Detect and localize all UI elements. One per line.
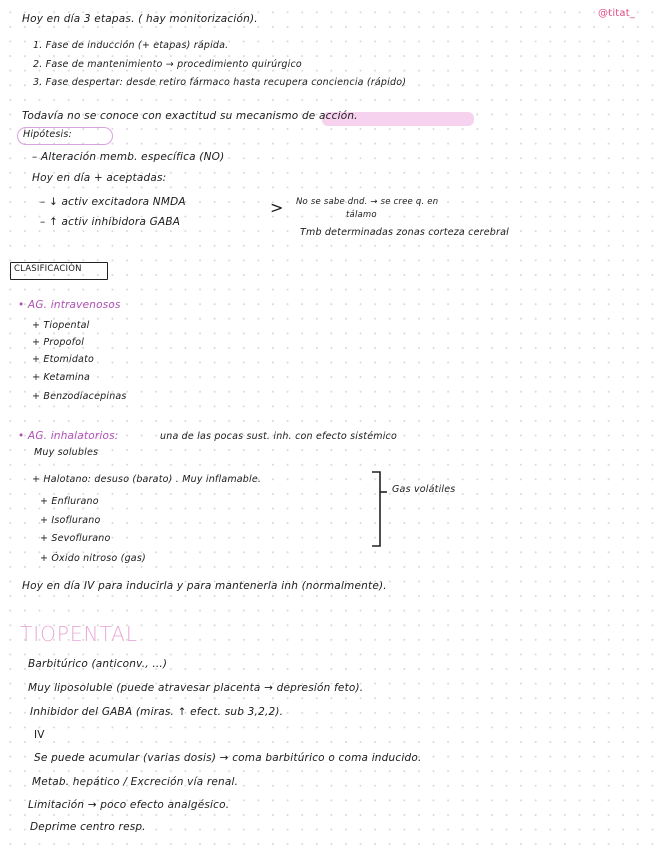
inh-item-3: + Isoflurano — [40, 515, 101, 526]
iv-item-5: + Benzodiacepinas — [32, 391, 127, 402]
inh-item-2: + Enflurano — [40, 496, 99, 507]
clasificacion-title: CLASIFICACIÓN — [14, 264, 82, 274]
side-note-1: No se sabe dnd. → se cree q. en — [296, 197, 439, 207]
tiopental-line-8: Deprime centro resp. — [30, 821, 146, 833]
tiopental-line-6: Metab. hepático / Excreción vía renal. — [32, 776, 239, 788]
tiopental-line-4: IV — [34, 729, 45, 741]
hipotesis-line-2: Hoy en día + aceptadas: — [32, 172, 167, 184]
tiopental-line-1: Barbitúrico (anticonv., ...) — [28, 658, 168, 670]
side-note-2: Tmb determinadas zonas corteza cerebral — [300, 227, 509, 238]
hipotesis-line-4: – ↑ activ inhibidora GABA — [40, 216, 181, 228]
hipotesis-line-3: – ↓ activ excitadora NMDA — [40, 196, 186, 208]
intro-line: Hoy en día 3 etapas. ( hay monitorización). — [22, 13, 258, 25]
stage-item-2: 2. Fase de mantenimiento → procedimiento quirúrgico — [33, 59, 302, 70]
stage-item-3: 3. Fase despertar: desde retiro fármaco hasta recupera conciencia (rápido) — [33, 77, 407, 88]
iv-item-4: + Ketamina — [32, 372, 90, 383]
gas-label: Gas volátiles — [392, 484, 456, 495]
inh-desc: una de las pocas sust. inh. con efecto sistémico — [160, 431, 397, 442]
inh-item-1: + Halotano: desuso (barato) . Muy inflamable. — [32, 474, 262, 485]
inh-sub: Muy solubles — [34, 447, 99, 458]
hipotesis-label: Hipótesis: — [23, 129, 72, 140]
tiopental-heading: TIOPENTAL — [20, 622, 139, 646]
iv-item-3: + Etomidato — [32, 354, 95, 365]
watermark: @titat_ — [598, 8, 636, 19]
tiopental-line-5: Se puede acumular (varias dosis) → coma barbitúrico o coma inducido. — [34, 752, 422, 764]
inh-item-5: + Óxido nitroso (gas) — [40, 553, 146, 564]
stage-item-1: 1. Fase de inducción (+ etapas) rápida. — [33, 40, 229, 51]
mechanism-line: Todavía no se conoce con exactitud su mecanismo de acción. — [22, 110, 358, 122]
tiopental-line-2: Muy liposoluble (puede atravesar placenta → depresión feto). — [28, 682, 364, 694]
tiopental-line-3: Inhibidor del GABA (miras. ↑ efect. sub 3,2,2). — [30, 706, 284, 718]
hoy-line: Hoy en día IV para inducirla y para mantenerla inh (normalmente). — [22, 580, 387, 592]
iv-item-2: + Propofol — [32, 337, 85, 348]
iv-title: • AG. intravenosos — [18, 299, 121, 311]
hipotesis-line-1: – Alteración memb. específica (NO) — [32, 151, 225, 163]
gas-bracket — [368, 470, 390, 548]
iv-item-1: + Tiopental — [32, 320, 90, 331]
tiopental-line-7: Limitación → poco efecto analgésico. — [28, 799, 230, 811]
inh-title: • AG. inhalatorios: — [18, 430, 119, 442]
brace-symbol: > — [270, 198, 284, 217]
side-note-1b: tálamo — [346, 210, 377, 220]
inh-item-4: + Sevoflurano — [40, 533, 111, 544]
